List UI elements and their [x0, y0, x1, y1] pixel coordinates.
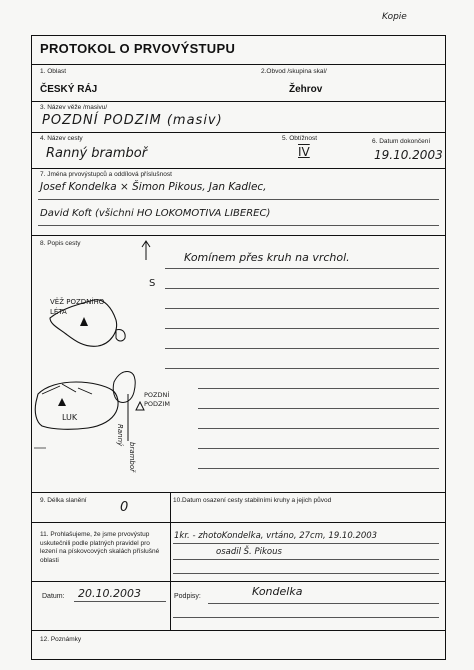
row-declaration	[32, 523, 445, 631]
desc-rule-4	[165, 328, 439, 329]
luk-outline	[35, 382, 118, 429]
form-title: PROTOKOL O PRVOVÝSTUPU	[40, 41, 236, 56]
notes-label: 12. Poznámky	[40, 636, 82, 643]
desc-rule-3	[165, 308, 439, 309]
district-value: Žehrov	[289, 84, 323, 95]
sign-rule-2	[173, 617, 439, 618]
description-text: Komínem přes kruh na vrchol.	[184, 251, 350, 264]
desc-rule-6	[165, 368, 439, 369]
route-value: Ranný bramboř	[46, 146, 148, 161]
row-tower	[32, 102, 445, 133]
desc-rule-7	[198, 388, 439, 389]
sign-rule-1	[208, 603, 439, 604]
climbers-rule-2	[38, 225, 439, 226]
desc-rule-11	[198, 468, 439, 469]
declaration-split	[32, 581, 445, 582]
row-rappel	[32, 493, 445, 523]
title-row	[32, 36, 445, 65]
completion-date-value: 19.10.2003	[374, 148, 443, 162]
completion-date-label: 6. Datum dokončení	[372, 138, 431, 145]
desc-rule-1	[165, 268, 439, 269]
bolts-label: 10.Datum osazení cesty stabilními kruhy a jejich původ	[173, 497, 332, 504]
bolts-rule-2	[173, 559, 439, 560]
form-frame	[31, 35, 446, 660]
date-value: 20.10.2003	[78, 587, 141, 600]
difficulty-label: 5. Obtížnost	[282, 135, 318, 142]
desc-rule-2	[165, 288, 439, 289]
bolts-line-1: 1kr. - zhotoKondelka, vrtáno, 27cm, 19.10.2003	[174, 531, 378, 541]
sketch-north: S	[149, 278, 156, 289]
area-value: ČESKÝ RÁJ	[40, 84, 98, 95]
sketch-podzim-1: POZDNÍ	[144, 391, 170, 399]
row-description	[32, 236, 445, 493]
bolts-line-2: osadil Š. Pikous	[216, 547, 282, 557]
climbers-line-2: David Koft (všichni HO LOKOMOTIVA LIBEREC)	[40, 208, 271, 219]
tower-value: POZDNÍ PODZIM (masiv)	[42, 113, 223, 128]
desc-rule-8	[198, 408, 439, 409]
route-sketch	[32, 236, 192, 493]
summit-triangle	[80, 317, 88, 326]
description-label: 8. Popis cesty	[40, 240, 81, 247]
rappel-value: 0	[120, 500, 129, 515]
small-boulder	[116, 329, 125, 341]
climbers-label: 7. Jména prvovýstupců a oddílová příslušnost	[40, 171, 172, 178]
row-area	[32, 65, 445, 102]
luk-summit-triangle	[58, 398, 66, 406]
desc-rule-5	[165, 348, 439, 349]
sign-label: Podpisy:	[174, 593, 201, 600]
desc-rule-9	[198, 428, 439, 429]
climbers-line-1: Josef Kondelka × Šimon Pikous, Jan Kadlec,	[40, 181, 267, 193]
sketch-route-1: Ranný	[116, 424, 124, 447]
declaration-label: 11. Prohlašujeme, že jsme prvovýstup uskutečnili podle platných pravidel pro lezení na pískovcových skalách příslušné oblasti	[40, 531, 160, 564]
desc-rule-10	[198, 448, 439, 449]
date-sign-divider	[170, 581, 171, 631]
area-label: 1. Oblast	[40, 68, 67, 75]
date-rule	[74, 601, 166, 602]
luk-hatching	[42, 384, 92, 394]
north-arrow-icon	[142, 241, 150, 260]
sketch-tower-label-1: VĚŽ POZDNÍHO	[50, 298, 105, 306]
rappel-label: 9. Délka slanění	[40, 497, 87, 504]
declaration-divider	[170, 523, 171, 581]
podzim-summit-triangle	[136, 402, 144, 410]
tower-label: 3. Název věže /masivu/	[40, 104, 108, 111]
sketch-route-2: bramboř	[128, 442, 136, 473]
bolts-rule-3	[173, 573, 439, 574]
podzim-outline	[113, 371, 135, 402]
district-label: 2.Obvod /skupina skal/	[261, 68, 327, 75]
sketch-podzim-2: PODZIM	[144, 400, 171, 408]
corner-note: Kopie	[382, 12, 407, 22]
date-label: Datum:	[42, 593, 65, 600]
bolts-rule-1	[173, 543, 439, 544]
climbers-rule-1	[38, 199, 439, 200]
difficulty-value: IV	[298, 145, 310, 159]
sketch-tower-label-2: LÉTA	[50, 308, 67, 316]
sketch-luk: LUK	[62, 413, 78, 422]
row-climbers	[32, 169, 445, 236]
signature: Kondelka	[252, 585, 303, 598]
route-label: 4. Název cesty	[40, 135, 83, 142]
row-route	[32, 133, 445, 169]
rappel-divider	[170, 493, 171, 523]
